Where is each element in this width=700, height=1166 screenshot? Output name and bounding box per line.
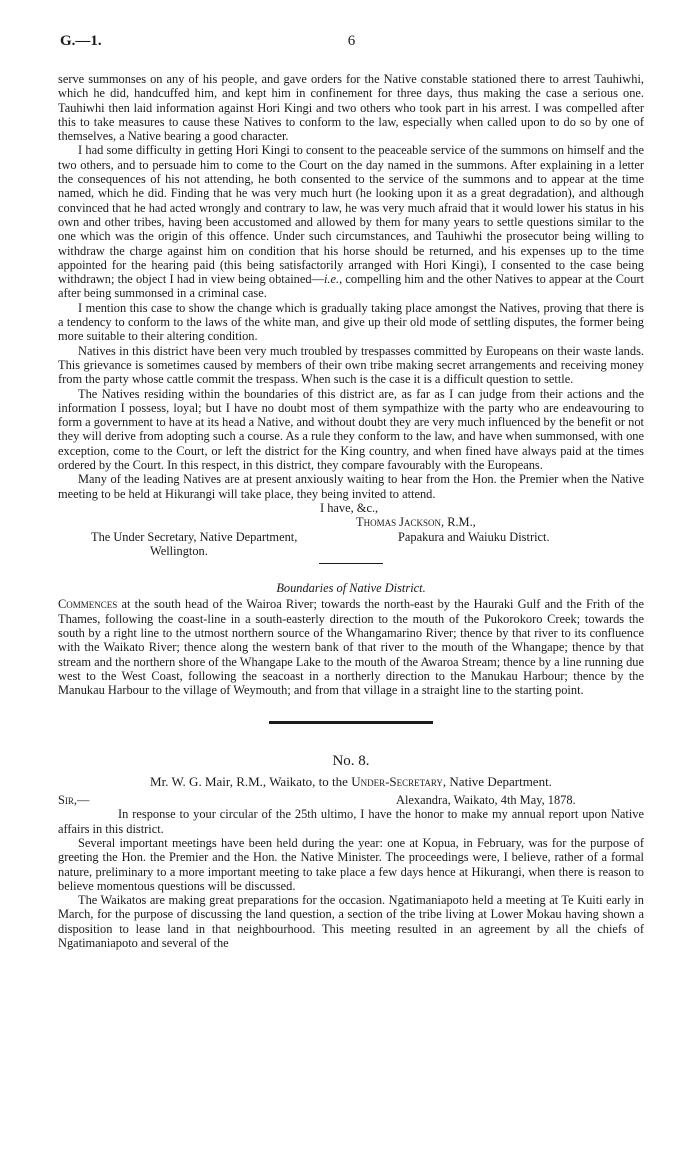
boundaries-lead: Commences: [58, 597, 118, 612]
signatory-name: Thomas Jackson, R.M.,: [356, 515, 476, 530]
addressee-city-line: [58, 544, 644, 558]
addressee: The Under Secretary, Native Department,: [91, 529, 298, 544]
letter-paragraph-meetings: Several important meetings have been held during the year: one at Kopua, in February, was for the purpose of greeting the Hon. the Premier and the Hon. the Native Minister. The proceedings were, I believe, rather of a formal nature, preliminary to a more important meeting to take place a few days hence at Hikurangi, when there is reason to believe momentous questions will be discussed.: [58, 835, 644, 893]
paragraph-text: I had some difficulty in getting Hori Kingi to consent to the peaceable service of the summons on himself and the two others, and to persuade him to come to the Court on the day named in the summons. After explaining in a letter the consequences of his not attending, he both consented to the service of the summons and to appear at the time named, which he did. Finding that he was very much hurt (he looking upon it as a great degradation), and although convinced that he had acted wrongly and contrary to law, he was very much afraid that it would lower his status in his own and other tribes, having been accustomed and allowed by them for many years to settle questions similar to the one which was the origin of this offence. Under such circumstances, and Tauhiwhi the prosecutor being willing to withdraw the charge against him on condition that his horse should be returned, and his expenses up to the time appointed for the hearing paid (this being satisfactorily arranged with Hori Kingi), I consented to the case being withdrawn; the object I had in view being obtained—: [58, 143, 644, 287]
letter-from-to: [58, 775, 644, 789]
addressee-line: [58, 530, 644, 544]
paragraph-hori-kingi: [58, 143, 644, 300]
paragraph-meeting: Many of the leading Natives are at present anxiously waiting to hear from the Hon. the Premier when the Native meeting to be held at Hikurangi will take place, they being invited to attend.: [58, 472, 644, 501]
paragraph-change: I mention this case to show the change which is gradually taking place amongst the Natives, proving that there is a tendency to conform to the laws of the white man, and give up their old mode of settling disputes, the former being more suitable to their altering condition.: [58, 300, 644, 344]
salutation: Sir,—: [58, 793, 90, 808]
paragraph-continued: serve summonses on any of his people, and gave orders for the Native constable stationed there to arrest Tauhiwhi, which he did, handcuffed him, and kept him in confinement for three days, thus making the case a serious one. Tauhiwhi then laid information against Hori Kingi and two others who took part in his arrest. I was compelled after this to take measures to cause these Natives to conform to the law, especially when called upon to do so by one of themselves, a Native bearing a good character.: [58, 72, 644, 144]
salutation-line: [58, 793, 644, 807]
boundaries-text: [58, 597, 644, 697]
page-number: 6: [347, 33, 356, 49]
boundaries-heading: Boundaries of Native District.: [276, 581, 426, 596]
letter-number: No. 8.: [332, 753, 370, 770]
boundaries-body: at the south head of the Wairoa River; towards the north-east by the Hauraki Gulf and the Frith of the Thames, following the coast-line in a south-easterly direction to the mouth of the Pukorokoro Creek; towards the south by a right line to the utmost northern source of the Whangamarino River; thence by that river to its confluence with the Waikato River; thence along the western bank of that river to the mouth of the Whangape; thence by that stream and the northern shore of the Whangape Lake to the mouth of the Awaroa Stream; thence by a line running due west to the West Coast, following the seacoast in a northerly direction to the Manukau Harbour; thence by the Manukau Harbour to the village of Weymouth; and from that village in a straight line to the starting point.: [58, 597, 644, 698]
paragraph-trespass: Natives in this district have been very much troubled by trespasses committed by Europeans on their waste lands. This grievance is sometimes caused by members of their own tribe making secret arrangements and receiving money from the party whose cattle commit the trespass. When such is the case it is a difficult question to settle.: [58, 343, 644, 387]
page-body: [58, 72, 644, 950]
document-reference: G.—1.: [60, 33, 102, 49]
italic-ie: i.e.: [323, 272, 340, 287]
paragraph-loyalty: The Natives residing within the boundaries of this district are, as far as I can judge from their actions and the information I possess, loyal; but I have no doubt most of them sympathize with the party who are endeavouring to form a government to have at its head a Native, and without doubt they are very much influenced by the benefit or not they will derive from adopting such a course. As a rule they conform to the law, and have when summonsed, with one exception, come to the Court, or left the district for the King country, and when fined have always paid at the times ordered by the Court. In this respect, in this district, they compare favourably with the Europeans.: [58, 386, 644, 473]
valediction-line: [58, 501, 644, 515]
letter-paragraph-intro: In response to your circular of the 25th ultimo, I have the honor to make my annual report upon Native affairs in this district.: [58, 807, 644, 836]
running-head: [60, 33, 643, 53]
letter-to-rest: , Native Department.: [442, 773, 552, 789]
signature-line: [58, 515, 644, 529]
letter-from: Mr. W. G. Mair, R.M., Waikato, to the: [150, 773, 352, 789]
letter-to: Under-Secretary: [351, 773, 443, 789]
district-name: Papakura and Waiuku District.: [398, 529, 550, 544]
place-date: Alexandra, Waikato, 4th May, 1878.: [396, 793, 576, 808]
section-divider: [319, 563, 383, 564]
valediction: I have, &c.,: [320, 500, 379, 515]
letter-divider: [269, 721, 433, 724]
addressee-city: Wellington.: [150, 543, 208, 558]
paragraph-text-tail: , compelling him and the other Natives to appear at the Court after being summonsed in a criminal case.: [58, 272, 644, 301]
letter-paragraph-waikatos: The Waikatos are making great preparations for the occasion. Ngatimaniapoto held a meeting at Te Kuiti early in March, for the purpose of discussing the land question, a section of the tribe living at Lower Mokau having shown a disposition to lease land in that neighbourhood. This meeting resulted in an agreement by all the chiefs of Ngatimaniapoto and several of the: [58, 893, 644, 951]
